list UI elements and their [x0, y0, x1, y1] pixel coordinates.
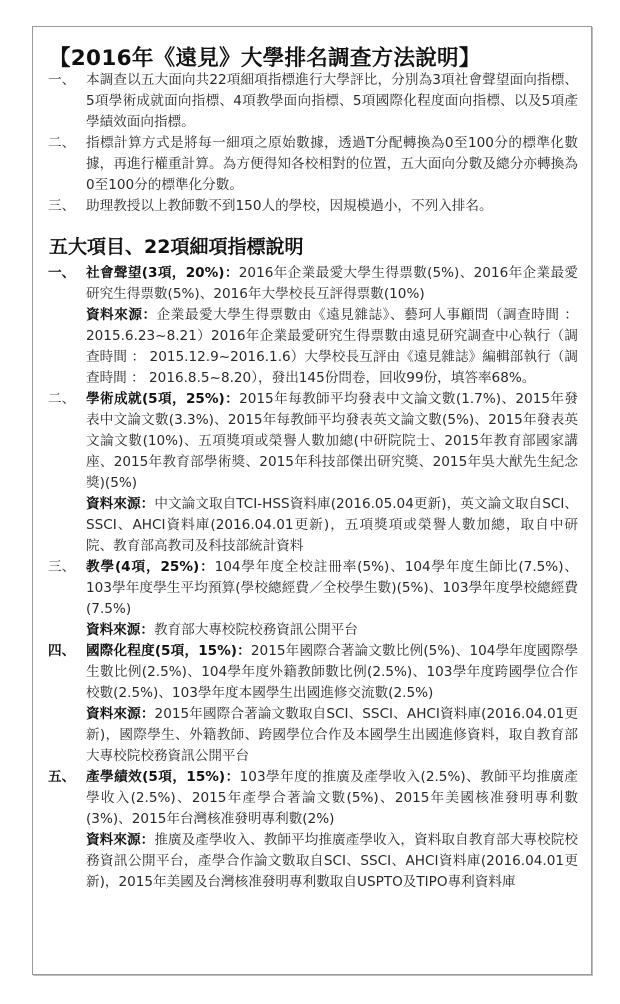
indicator-heading: 教學(4項，25%)：	[86, 559, 215, 575]
indicator-text: 2015年每教師平均發表中文論文數(1.7%)、2015年發表中文論文數(3.3%)、2015年每教師平均發表英文論文數(5%)、2015年發表英文論文數(10%)、五項獎項或榮譽人數加總(中研院院士、2015年教育部國家講座、2015年教育部學術獎、2015年科技部傑出研究獎、2015年吳大猷先生紀念獎)(5%)	[86, 391, 578, 491]
item-marker: 四、	[48, 643, 76, 659]
source-label: 資料來源：	[86, 706, 155, 722]
methodology-box	[32, 26, 592, 975]
source-text: 教育部大專校院校務資訊公開平台	[153, 622, 358, 638]
indicator-text: 104學年度全校註冊率(5%)、104學年度生師比(7.5%)、103學年度學生平均預算(學校總經費／全校學生數)(5%)、103學年度學校總經費(7.5%)	[86, 559, 578, 617]
source-text: 企業最愛大學生得票數由《遠見雜誌》、藝珂人事顧問（調查時間 ： 2015.6.23~8.21）2016年企業最愛研究生得票數由遠見研究調查中心執行（調查時間 ： 2015.12.9~2016.1.6）大學校長互評由《遠見雜誌》編輯部執行（調查時間 ： 2016.8.5~8.20），發出145份問卷，回收99份，填答率68%。	[86, 307, 578, 386]
indicator-item-internationalization	[48, 641, 578, 767]
indicator-item-teaching	[48, 557, 578, 641]
source-text: 中文論文取自TCI-HSS資料庫(2016.05.04更新)，英文論文取自SCI、SSCI、AHCI資料庫(2016.04.01更新)，五項獎項或榮譽人數加總，取自中研院、教育部高教司及科技部統計資料	[86, 496, 579, 554]
intro-item	[48, 196, 578, 217]
intro-list	[48, 70, 578, 217]
document-title: 【2016年《遠見》大學排名調查方法說明】	[49, 46, 481, 71]
item-marker: 一、	[48, 265, 76, 281]
indicator-item-academic	[48, 389, 578, 557]
source-label: 資料來源：	[86, 496, 155, 512]
source-label: 資料來源：	[86, 832, 155, 848]
intro-item	[48, 70, 578, 133]
item-text: 助理教授以上教師數不到150人的學校，因規模過小，不列入排名。	[86, 198, 493, 214]
item-text: 本調查以五大面向共22項細項指標進行大學評比，分別為3項社會聲望面向指標、5項學術成就面向指標、4項教學面向指標、5項國際化程度面向指標、以及5項產學績效面向指標。	[86, 72, 578, 130]
item-marker: 二、	[48, 135, 76, 151]
item-marker: 二、	[48, 391, 76, 407]
section-title: 五大項目、22項細項指標說明	[49, 236, 304, 258]
item-marker: 三、	[48, 559, 76, 575]
indicator-item-industry	[48, 767, 578, 893]
indicator-item-social-reputation	[48, 263, 578, 389]
indicator-text: 2016年企業最愛大學生得票數(5%)、2016年企業最愛研究生得票數(5%)、2016年大學校長互評得票數(10%)	[86, 265, 578, 302]
indicator-heading: 產學績效(5項，15%)：	[86, 769, 240, 785]
source-text: 2015年國際合著論文數取自SCI、SSCI、AHCI資料庫(2016.04.01更新)，國際學生、外籍教師、跨國學位合作及本國學生出國進修資料，取自教育部大專校院校務資訊公開平台	[86, 706, 578, 764]
indicator-list	[48, 263, 578, 893]
indicator-heading: 國際化程度(5項，15%)：	[86, 643, 251, 659]
item-marker: 一、	[48, 72, 76, 88]
indicator-heading: 學術成就(5項，25%)：	[86, 391, 240, 407]
indicator-text: 2015年國際合著論文數比例(5%)、104學年度國際學生數比例(2.5%)、104學年度外籍教師數比例(2.5%)、103學年度跨國學位合作校數(2.5%)、103學年度本國學生出國進修交流數(2.5%)	[86, 643, 578, 701]
indicator-text: 103學年度的推廣及產學收入(2.5%)、教師平均推廣產學收入(2.5%)、2015年產學合著論文數(5%)、2015年美國核准發明專利數(3%)、2015年台灣核准發明專利數(2%)	[86, 769, 579, 827]
item-marker: 三、	[48, 198, 76, 214]
item-marker: 五、	[48, 769, 76, 785]
intro-item	[48, 133, 578, 196]
indicator-heading: 社會聲望(3項，20%)：	[86, 265, 239, 281]
item-text: 指標計算方式是將每一細項之原始數據，透過T分配轉換為0至100分的標準化數據，再進行權重計算。為方便得知各校相對的位置，五大面向分數及總分亦轉換為0至100分的標準化分數。	[86, 135, 578, 193]
source-label: 資料來源：	[86, 307, 157, 323]
source-text: 推廣及產學收入、教師平均推廣產學收入，資料取自教育部大專校院校務資訊公開平台，產學合作論文數取自SCI、SSCI、AHCI資料庫(2016.04.01更新)，2015年美國及台灣核准發明專利數取自USPTO及TIPO專利資料庫	[86, 832, 578, 890]
source-label: 資料來源：	[86, 622, 154, 638]
